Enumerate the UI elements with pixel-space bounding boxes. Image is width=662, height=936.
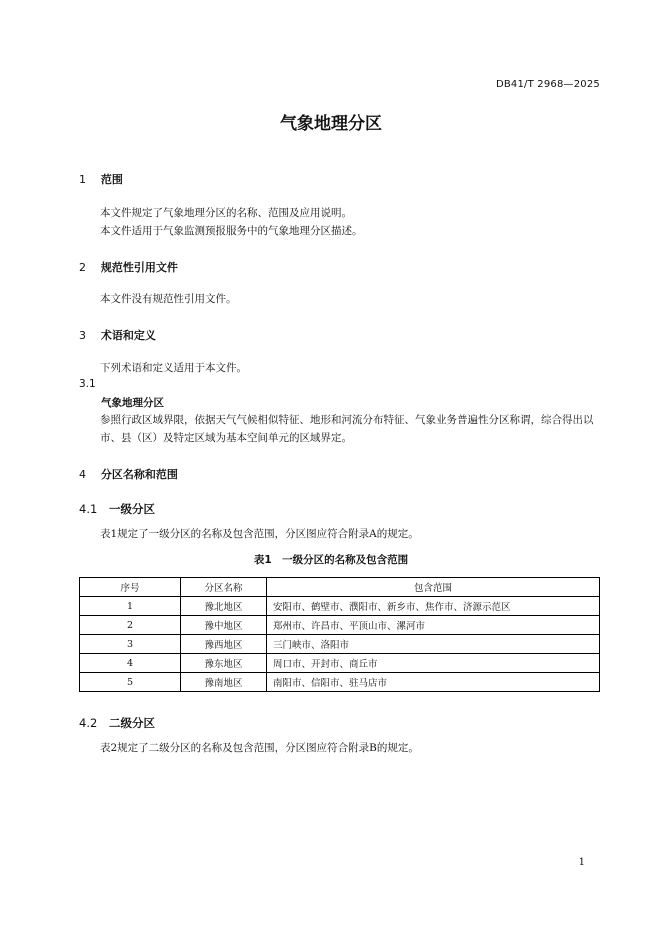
column-header: 分区名称 bbox=[181, 578, 267, 597]
section-3-heading bbox=[79, 327, 156, 343]
paragraph: 表1规定了一级分区的名称及包含范围，分区图应符合附录A的规定。 bbox=[100, 528, 419, 540]
term-number: 3.1 bbox=[79, 378, 96, 390]
section-2-heading bbox=[79, 259, 178, 275]
section-number: 4.2 bbox=[79, 716, 98, 730]
section-title: 分区名称和范围 bbox=[100, 468, 178, 481]
table-cell: 3 bbox=[80, 635, 181, 654]
table-1 bbox=[79, 577, 600, 692]
paragraph: 表2规定了二级分区的名称及包含范围，分区图应符合附录B的规定。 bbox=[100, 742, 419, 754]
table-cell: 4 bbox=[80, 654, 181, 673]
paragraph: 本文件没有规范性引用文件。 bbox=[100, 293, 237, 305]
section-title: 二级分区 bbox=[109, 716, 155, 730]
section-title: 一级分区 bbox=[109, 502, 155, 516]
section-title: 规范性引用文件 bbox=[100, 261, 178, 274]
table-cell: 安阳市、鹤壁市、濮阳市、新乡市、焦作市、济源示范区 bbox=[267, 597, 600, 616]
table-cell: 2 bbox=[80, 616, 181, 635]
table-cell: 豫西地区 bbox=[181, 635, 267, 654]
section-4-2-body bbox=[79, 739, 599, 757]
table-cell: 周口市、开封市、商丘市 bbox=[267, 654, 600, 673]
column-header: 包含范围 bbox=[267, 578, 600, 597]
section-4-heading bbox=[79, 466, 178, 482]
table-cell: 1 bbox=[80, 597, 181, 616]
section-4-2-heading bbox=[79, 715, 155, 731]
section-1-body bbox=[79, 204, 599, 240]
table-1-caption: 表1 一级分区的名称及包含范围 bbox=[253, 554, 409, 566]
table-cell: 豫南地区 bbox=[181, 673, 267, 692]
section-number: 1 bbox=[79, 173, 86, 186]
table-row bbox=[80, 616, 600, 635]
table-row bbox=[80, 635, 600, 654]
page-number: 1 bbox=[578, 857, 585, 868]
paragraph: 下列术语和定义适用于本文件。 bbox=[100, 362, 247, 374]
document-title: 气象地理分区 bbox=[280, 114, 382, 134]
table-cell: 三门峡市、洛阳市 bbox=[267, 635, 600, 654]
table-row bbox=[80, 673, 600, 692]
section-2-body bbox=[79, 290, 599, 308]
paragraph: 本文件适用于气象监测预报服务中的气象地理分区描述。 bbox=[100, 225, 363, 237]
section-number: 4 bbox=[79, 468, 86, 481]
table-row bbox=[80, 654, 600, 673]
paragraph: 本文件规定了气象地理分区的名称、范围及应用说明。 bbox=[100, 207, 352, 219]
section-1-heading bbox=[79, 171, 123, 187]
section-4-1-heading bbox=[79, 501, 155, 517]
table-cell: 豫东地区 bbox=[181, 654, 267, 673]
section-title: 范围 bbox=[100, 173, 123, 186]
table-row bbox=[80, 597, 600, 616]
section-number: 2 bbox=[79, 261, 86, 274]
table-cell: 郑州市、许昌市、平顶山市、漯河市 bbox=[267, 616, 600, 635]
document-number: DB41/T 2968—2025 bbox=[495, 79, 600, 90]
section-number: 3 bbox=[79, 329, 86, 342]
section-4-1-body bbox=[79, 525, 599, 543]
term-name: 气象地理分区 bbox=[101, 397, 164, 409]
section-title: 术语和定义 bbox=[100, 329, 156, 342]
table-cell: 5 bbox=[80, 673, 181, 692]
section-number: 4.1 bbox=[79, 502, 98, 516]
term-definition bbox=[79, 411, 599, 447]
column-header: 序号 bbox=[80, 578, 181, 597]
table-cell: 南阳市、信阳市、驻马店市 bbox=[267, 673, 600, 692]
table-cell: 豫北地区 bbox=[181, 597, 267, 616]
table-header-row bbox=[80, 578, 600, 597]
section-3-body bbox=[79, 359, 599, 377]
table-cell: 豫中地区 bbox=[181, 616, 267, 635]
paragraph: 参照行政区域界限，依据天气气候相似特征、地形和河流分布特征、气象业务普遍性分区称谓，综合得出以市、县（区）及特定区域为基本空间单元的区域界定。 bbox=[100, 414, 594, 444]
